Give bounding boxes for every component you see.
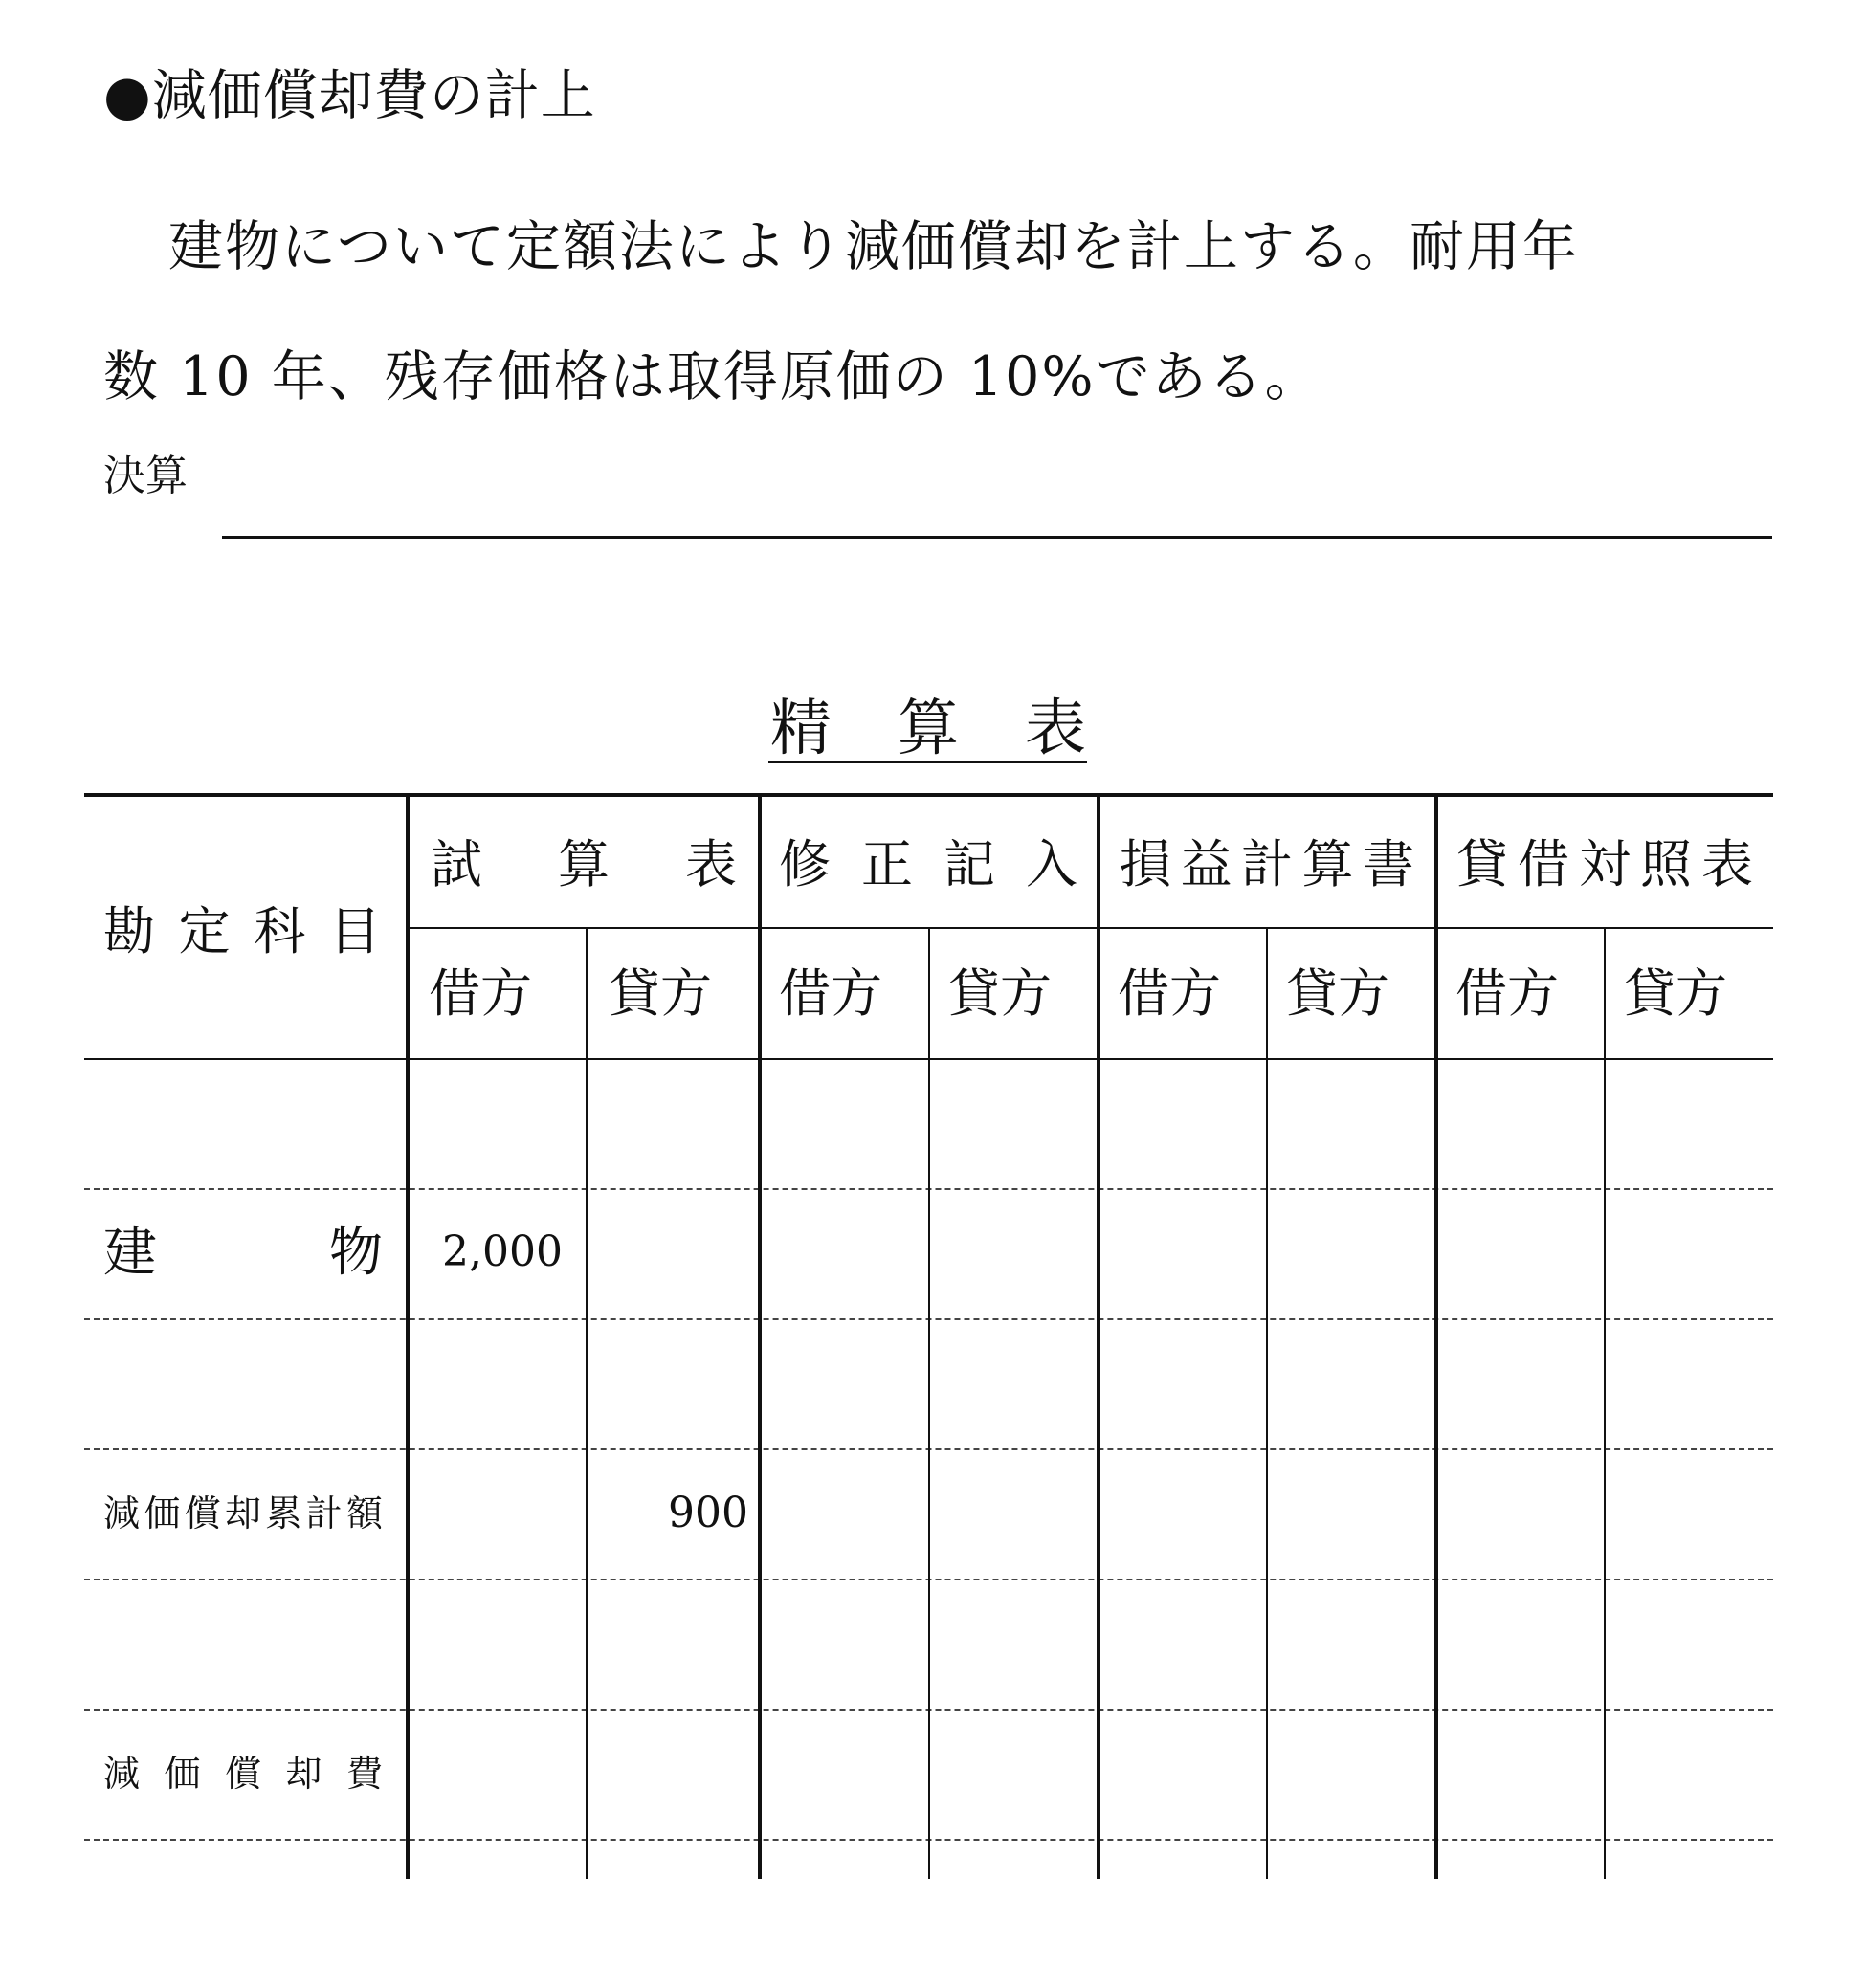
group-header-trial-balance: 試算表 (431, 834, 737, 895)
debit-header: 借方 (1118, 963, 1221, 1024)
problem-statement (103, 182, 1787, 442)
column-rule (928, 927, 930, 1879)
account-name-accumulated-depreciation: 減価償却累計額 (103, 1492, 383, 1535)
column-rule (758, 793, 762, 1879)
column-rule (406, 793, 410, 1879)
credit-header: 貸方 (948, 963, 1052, 1024)
worksheet-title: 精算表 (770, 694, 1086, 764)
debit-header: 借方 (779, 963, 882, 1024)
group-header-income-statement: 損益計算書 (1120, 834, 1414, 895)
credit-header: 貸方 (1286, 963, 1389, 1024)
debit-header: 借方 (429, 963, 532, 1024)
account-column-header: 勘定科目 (103, 901, 381, 961)
group-header-rule (408, 927, 1773, 929)
trial-credit-amount: 900 (668, 1489, 748, 1537)
problem-line-1: 建物について定額法により減価償却を計上する。耐用年 (168, 215, 1579, 278)
worksheet-table (84, 793, 1773, 1879)
trial-debit-amount: 2,000 (442, 1227, 563, 1276)
journal-answer-line[interactable] (222, 536, 1772, 539)
column-rule (586, 927, 588, 1879)
group-header-balance-sheet: 貸借対照表 (1456, 834, 1753, 895)
journal-entry-label: 決算 (103, 452, 188, 500)
column-rule (1434, 793, 1438, 1879)
column-rule (1097, 793, 1100, 1879)
credit-header: 貸方 (609, 963, 712, 1024)
column-rule (1266, 927, 1268, 1879)
table-top-rule (84, 793, 1773, 797)
worksheet-title-underline (768, 761, 1087, 763)
account-name-buildings: 建物 (103, 1222, 383, 1284)
group-header-adjustments: 修正記入 (779, 834, 1077, 895)
problem-line-2: 数 10 年、残存価格は取得原価の 10%である。 (103, 345, 1321, 409)
account-name-depreciation-expense: 減価償却費 (103, 1753, 383, 1795)
column-rule (1604, 927, 1606, 1879)
section-heading: ●減価償却費の計上 (103, 64, 596, 127)
debit-header: 借方 (1455, 963, 1559, 1024)
credit-header: 貸方 (1624, 963, 1727, 1024)
